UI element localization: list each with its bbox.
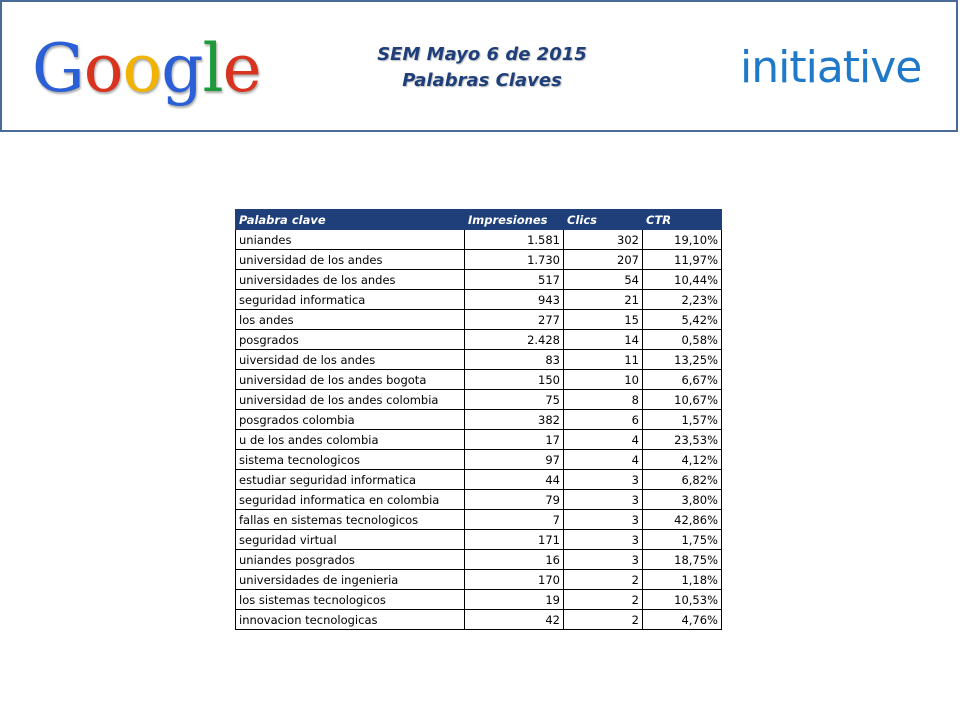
ctr-cell: 6,82% bbox=[643, 470, 722, 490]
ctr-cell: 10,44% bbox=[643, 270, 722, 290]
keyword-cell: universidad de los andes bbox=[236, 250, 465, 270]
impressions-cell: 16 bbox=[465, 550, 564, 570]
ctr-cell: 4,76% bbox=[643, 610, 722, 630]
clicks-cell: 4 bbox=[564, 450, 643, 470]
impressions-cell: 19 bbox=[465, 590, 564, 610]
ctr-cell: 3,80% bbox=[643, 490, 722, 510]
clicks-cell: 3 bbox=[564, 530, 643, 550]
keyword-cell: fallas en sistemas tecnologicos bbox=[236, 510, 465, 530]
table-row bbox=[236, 430, 722, 450]
keyword-cell: estudiar seguridad informatica bbox=[236, 470, 465, 490]
ctr-cell: 23,53% bbox=[643, 430, 722, 450]
table-row bbox=[236, 450, 722, 470]
title-line-1: SEM Mayo 6 de 2015 bbox=[377, 44, 587, 65]
clicks-cell: 8 bbox=[564, 390, 643, 410]
keyword-cell: universidades de los andes bbox=[236, 270, 465, 290]
keyword-cell: seguridad informatica bbox=[236, 290, 465, 310]
header-clicks: Clics bbox=[564, 210, 643, 230]
impressions-cell: 382 bbox=[465, 410, 564, 430]
clicks-cell: 54 bbox=[564, 270, 643, 290]
clicks-cell: 207 bbox=[564, 250, 643, 270]
table-row bbox=[236, 610, 722, 630]
header-ctr: CTR bbox=[643, 210, 722, 230]
clicks-cell: 6 bbox=[564, 410, 643, 430]
impressions-cell: 277 bbox=[465, 310, 564, 330]
clicks-cell: 3 bbox=[564, 550, 643, 570]
table-body bbox=[236, 230, 722, 630]
impressions-cell: 17 bbox=[465, 430, 564, 450]
google-logo-letter: G bbox=[32, 30, 84, 107]
table-row bbox=[236, 390, 722, 410]
initiative-logo: initiative bbox=[740, 42, 922, 93]
ctr-cell: 18,75% bbox=[643, 550, 722, 570]
ctr-cell: 2,23% bbox=[643, 290, 722, 310]
keyword-cell: seguridad virtual bbox=[236, 530, 465, 550]
impressions-cell: 44 bbox=[465, 470, 564, 490]
table-row bbox=[236, 570, 722, 590]
impressions-cell: 943 bbox=[465, 290, 564, 310]
clicks-cell: 10 bbox=[564, 370, 643, 390]
ctr-cell: 19,10% bbox=[643, 230, 722, 250]
header-banner bbox=[0, 0, 958, 132]
table-row bbox=[236, 530, 722, 550]
keyword-cell: uniandes posgrados bbox=[236, 550, 465, 570]
table-row bbox=[236, 510, 722, 530]
impressions-cell: 1.581 bbox=[465, 230, 564, 250]
table-row bbox=[236, 490, 722, 510]
title-line-2: Palabras Claves bbox=[402, 70, 562, 91]
table-row bbox=[236, 330, 722, 350]
impressions-cell: 517 bbox=[465, 270, 564, 290]
google-logo-letter: e bbox=[222, 30, 261, 107]
clicks-cell: 14 bbox=[564, 330, 643, 350]
table-row bbox=[236, 310, 722, 330]
clicks-cell: 302 bbox=[564, 230, 643, 250]
clicks-cell: 21 bbox=[564, 290, 643, 310]
keyword-cell: seguridad informatica en colombia bbox=[236, 490, 465, 510]
header-keyword: Palabra clave bbox=[236, 210, 465, 230]
impressions-cell: 1.730 bbox=[465, 250, 564, 270]
ctr-cell: 1,18% bbox=[643, 570, 722, 590]
table-row bbox=[236, 250, 722, 270]
keyword-cell: universidad de los andes colombia bbox=[236, 390, 465, 410]
ctr-cell: 4,12% bbox=[643, 450, 722, 470]
clicks-cell: 3 bbox=[564, 490, 643, 510]
table-row bbox=[236, 470, 722, 490]
clicks-cell: 2 bbox=[564, 610, 643, 630]
keywords-table-container bbox=[235, 209, 722, 630]
clicks-cell: 11 bbox=[564, 350, 643, 370]
keyword-cell: posgrados colombia bbox=[236, 410, 465, 430]
clicks-cell: 3 bbox=[564, 510, 643, 530]
ctr-cell: 0,58% bbox=[643, 330, 722, 350]
impressions-cell: 150 bbox=[465, 370, 564, 390]
impressions-cell: 7 bbox=[465, 510, 564, 530]
ctr-cell: 5,42% bbox=[643, 310, 722, 330]
table-row bbox=[236, 550, 722, 570]
table-header-row bbox=[236, 210, 722, 230]
ctr-cell: 6,67% bbox=[643, 370, 722, 390]
table-row bbox=[236, 410, 722, 430]
clicks-cell: 3 bbox=[564, 470, 643, 490]
ctr-cell: 10,53% bbox=[643, 590, 722, 610]
header-impressions: Impresiones bbox=[465, 210, 564, 230]
impressions-cell: 75 bbox=[465, 390, 564, 410]
table-row bbox=[236, 350, 722, 370]
clicks-cell: 15 bbox=[564, 310, 643, 330]
ctr-cell: 1,75% bbox=[643, 530, 722, 550]
ctr-cell: 1,57% bbox=[643, 410, 722, 430]
clicks-cell: 2 bbox=[564, 590, 643, 610]
keyword-cell: uniandes bbox=[236, 230, 465, 250]
google-logo-letter: o bbox=[83, 30, 123, 107]
impressions-cell: 97 bbox=[465, 450, 564, 470]
table-row bbox=[236, 230, 722, 250]
table-row bbox=[236, 590, 722, 610]
clicks-cell: 2 bbox=[564, 570, 643, 590]
keyword-cell: innovacion tecnologicas bbox=[236, 610, 465, 630]
google-logo bbox=[32, 30, 261, 107]
table-row bbox=[236, 370, 722, 390]
google-logo-letter: o bbox=[122, 30, 162, 107]
ctr-cell: 13,25% bbox=[643, 350, 722, 370]
keyword-cell: los sistemas tecnologicos bbox=[236, 590, 465, 610]
clicks-cell: 4 bbox=[564, 430, 643, 450]
keywords-table bbox=[235, 209, 722, 630]
keyword-cell: u de los andes colombia bbox=[236, 430, 465, 450]
table-row bbox=[236, 290, 722, 310]
table-row bbox=[236, 270, 722, 290]
google-logo-letter: g bbox=[161, 30, 203, 107]
keyword-cell: uiversidad de los andes bbox=[236, 350, 465, 370]
impressions-cell: 171 bbox=[465, 530, 564, 550]
keyword-cell: universidades de ingenieria bbox=[236, 570, 465, 590]
page-title bbox=[302, 42, 662, 94]
ctr-cell: 10,67% bbox=[643, 390, 722, 410]
ctr-cell: 42,86% bbox=[643, 510, 722, 530]
keyword-cell: posgrados bbox=[236, 330, 465, 350]
impressions-cell: 83 bbox=[465, 350, 564, 370]
google-logo-letter: l bbox=[202, 30, 223, 107]
impressions-cell: 2.428 bbox=[465, 330, 564, 350]
impressions-cell: 79 bbox=[465, 490, 564, 510]
ctr-cell: 11,97% bbox=[643, 250, 722, 270]
keyword-cell: universidad de los andes bogota bbox=[236, 370, 465, 390]
keyword-cell: sistema tecnologicos bbox=[236, 450, 465, 470]
keyword-cell: los andes bbox=[236, 310, 465, 330]
impressions-cell: 42 bbox=[465, 610, 564, 630]
impressions-cell: 170 bbox=[465, 570, 564, 590]
